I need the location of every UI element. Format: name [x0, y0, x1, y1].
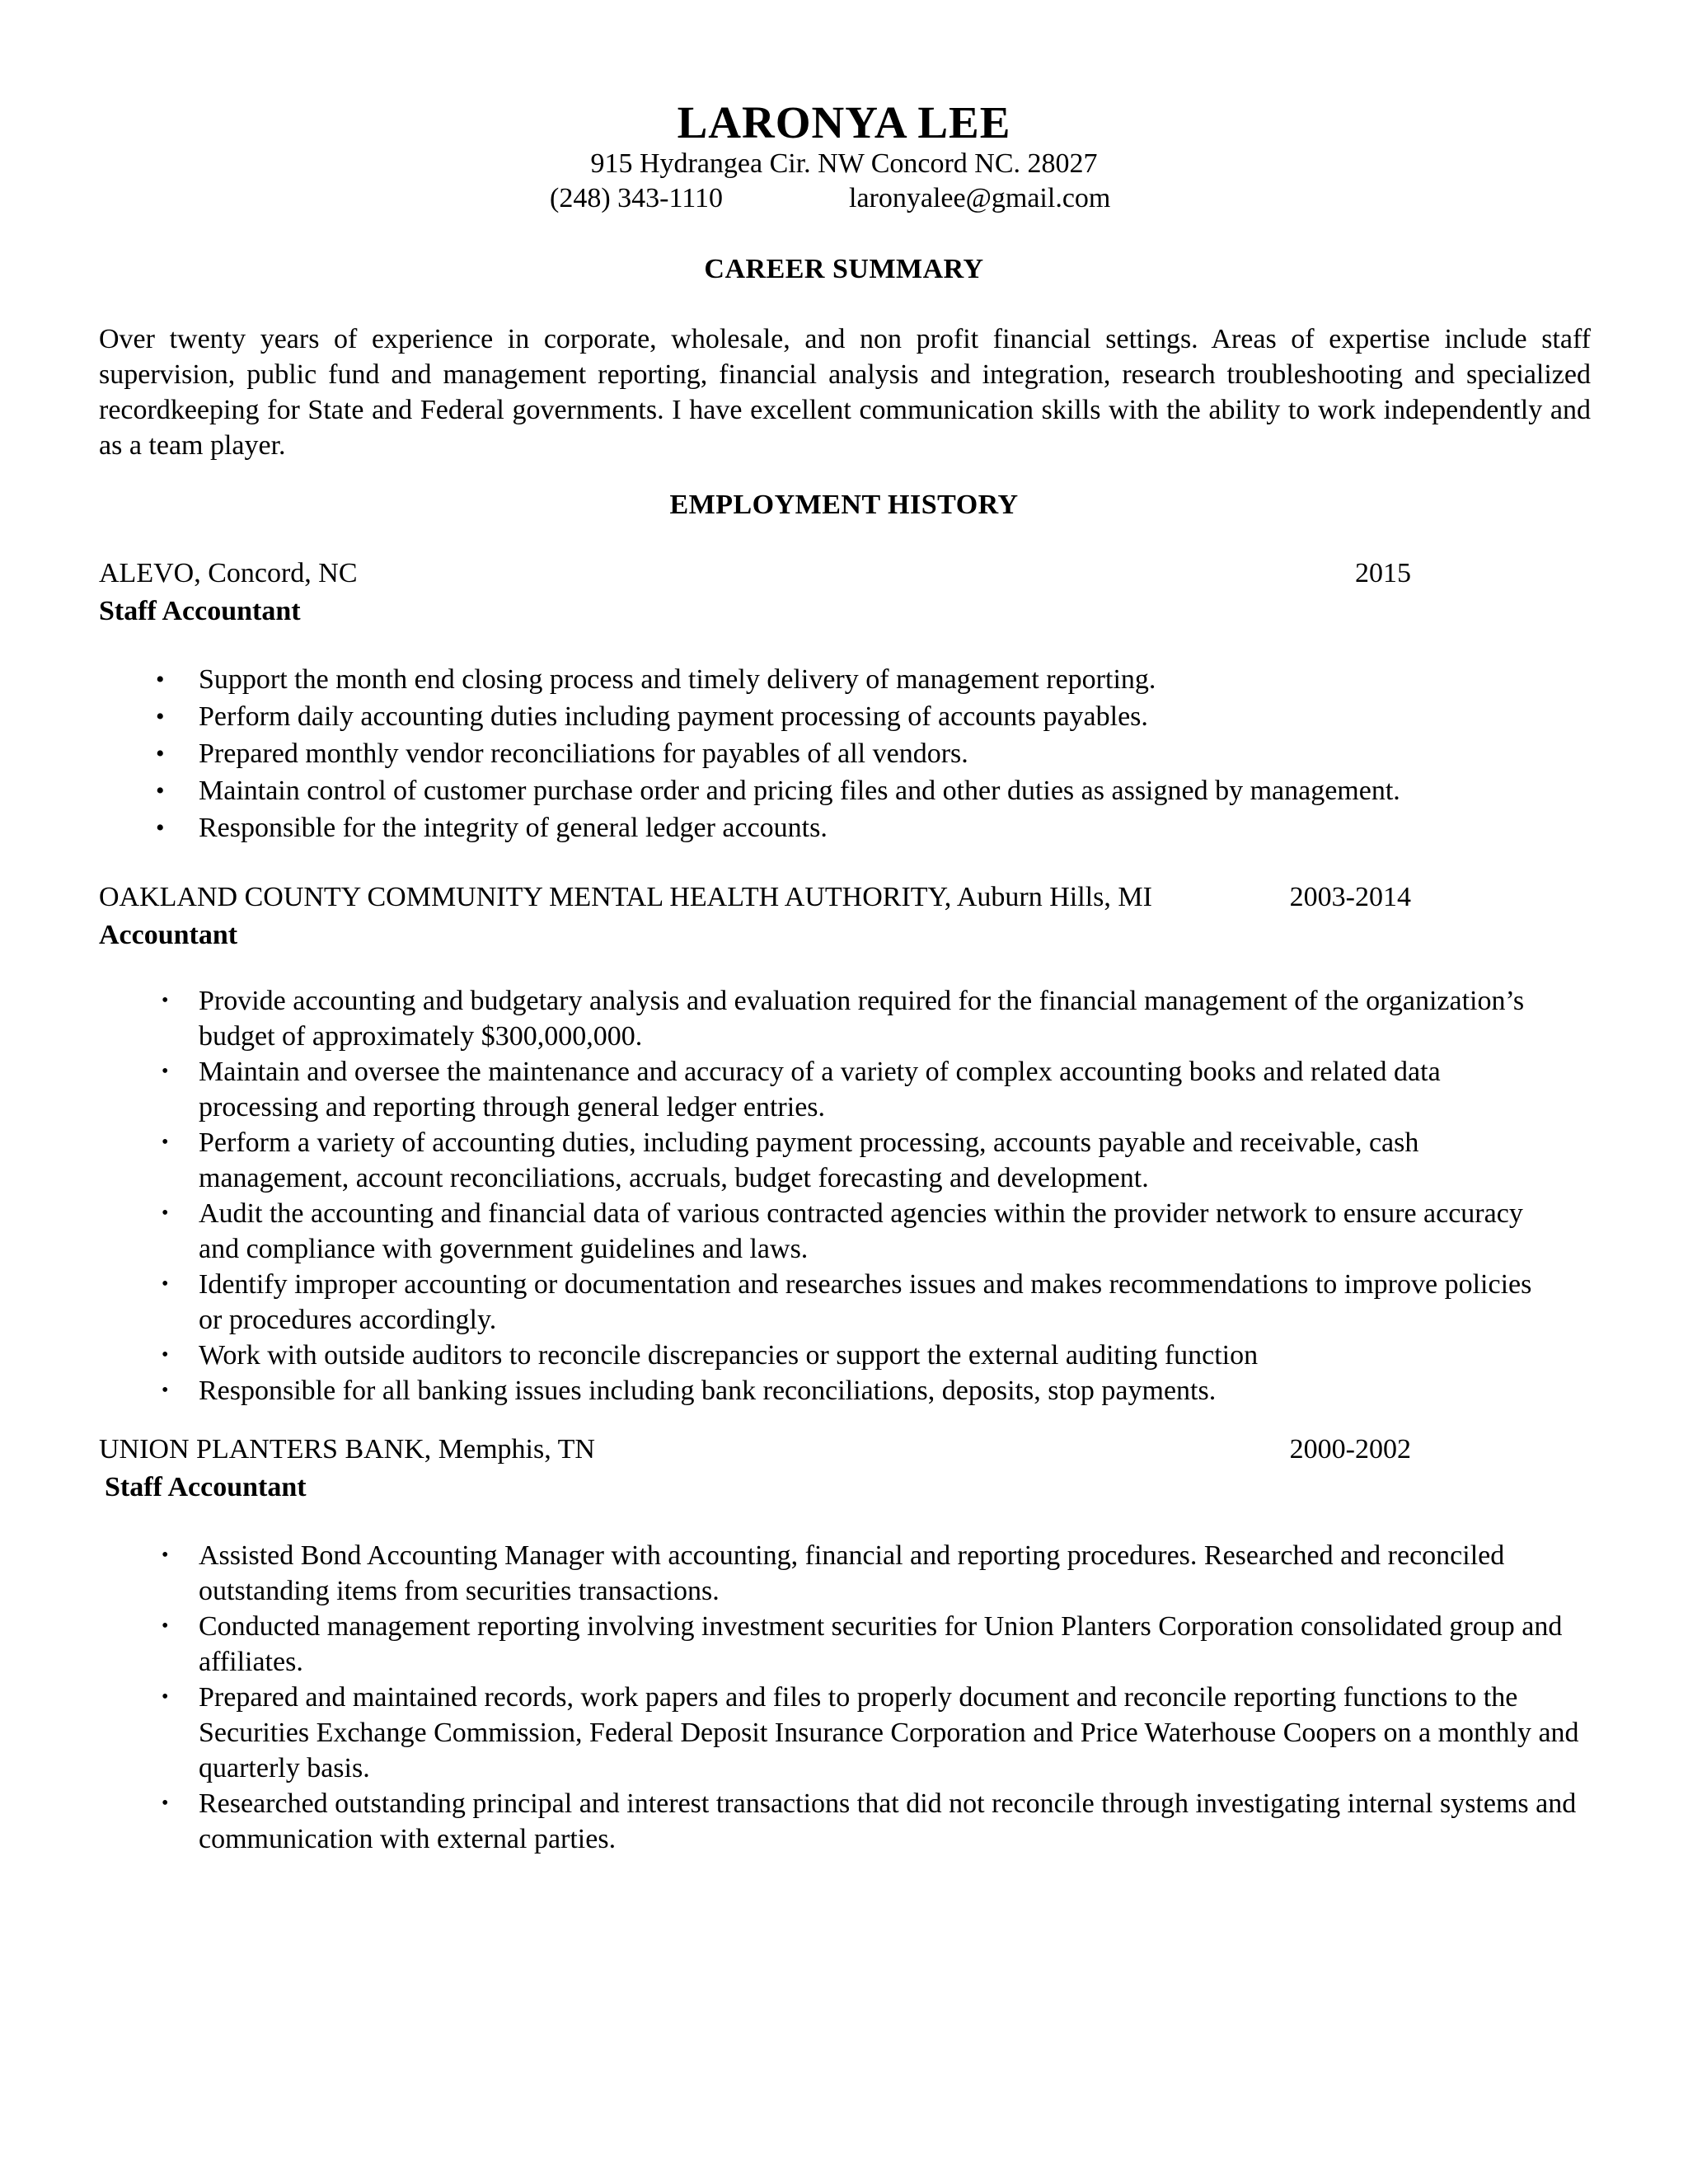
employer-name: UNION PLANTERS BANK, Memphis, TN: [99, 1434, 595, 1465]
bullet-icon: •: [162, 990, 169, 1011]
bullet-icon: •: [156, 703, 165, 730]
list-item: • Maintain and oversee the maintenance and accuracy of a variety of complex accounting books and related data processing and reporting through general ledger entries.: [99, 1054, 1550, 1125]
job-title: Accountant: [99, 920, 238, 950]
bullet-icon: •: [162, 1793, 169, 1814]
job-title: Staff Accountant: [99, 596, 301, 626]
bullet-icon: •: [156, 777, 165, 804]
bullet-icon: •: [156, 666, 165, 693]
address: 915 Hydrangea Cir. NW Concord NC. 28027: [590, 148, 1098, 179]
job-title: Staff Accountant: [105, 1472, 307, 1502]
bullet-icon: •: [162, 1273, 169, 1295]
duty-list-oakland-county: [99, 983, 1550, 1408]
employer-name: ALEVO, Concord, NC: [99, 558, 358, 588]
list-item: • Assisted Bond Accounting Manager with accounting, financial and reporting procedures. Researched and reconciled outstanding items from securities transactions.: [99, 1538, 1582, 1609]
bullet-icon: •: [162, 1380, 169, 1401]
list-item: • Prepared monthly vendor reconciliations for payables of all vendors.: [99, 736, 1607, 771]
employer-name: OAKLAND COUNTY COMMUNITY MENTAL HEALTH AUTHORITY, Auburn Hills, MI: [99, 882, 1152, 912]
list-item: • Responsible for the integrity of general ledger accounts.: [99, 810, 1607, 846]
email-address[interactable]: laronyalee@gmail.com: [849, 183, 1111, 213]
job-entry-oakland-county: [99, 879, 1418, 954]
job-entry-union-planters: [99, 1431, 1418, 1507]
list-item: • Maintain control of customer purchase order and pricing files and other duties as assigned by management.: [99, 773, 1607, 808]
career-summary-heading: CAREER SUMMARY: [704, 254, 984, 284]
bullet-icon: •: [156, 814, 165, 841]
list-item: • Work with outside auditors to reconcile discrepancies or support the external auditing function: [99, 1338, 1550, 1373]
employment-dates: 2003-2014: [1289, 882, 1411, 912]
list-item: • Perform a variety of accounting duties, including payment processing, accounts payable and receivable, cash management, account reconciliations, accruals, budget forecasting and development.: [99, 1125, 1550, 1196]
employment-dates: 2000-2002: [1289, 1434, 1411, 1465]
duty-list-alevo: [99, 662, 1607, 846]
list-item: • Audit the accounting and financial data of various contracted agencies within the provider network to ensure accuracy and compliance with government guidelines and laws.: [99, 1196, 1550, 1267]
list-item: • Perform daily accounting duties including payment processing of accounts payables.: [99, 699, 1607, 734]
list-item: • Support the month end closing process and timely delivery of management reporting.: [99, 662, 1607, 697]
list-item: • Identify improper accounting or documentation and researches issues and makes recommendations to improve policies or procedures accordingly.: [99, 1267, 1550, 1338]
bullet-icon: •: [162, 1344, 169, 1366]
job-entry-alevo: [99, 555, 1418, 630]
employment-history-heading: EMPLOYMENT HISTORY: [669, 490, 1019, 520]
bullet-icon: •: [162, 1686, 169, 1708]
bullet-icon: •: [162, 1132, 169, 1153]
list-item: • Conducted management reporting involving investment securities for Union Planters Corporation consolidated group and affiliates.: [99, 1609, 1582, 1680]
bullet-icon: •: [162, 1544, 169, 1566]
bullet-icon: •: [156, 740, 165, 767]
bullet-icon: •: [162, 1202, 169, 1224]
phone-number: (248) 343-1110: [550, 183, 723, 213]
list-item: • Prepared and maintained records, work papers and files to properly document and reconcile reporting functions to the Securities Exchange Commission, Federal Deposit Insurance Corporation and Price Waterhouse Coopers on a monthly and quarterly basis.: [99, 1680, 1582, 1786]
bullet-icon: •: [162, 1615, 169, 1637]
duty-list-union-planters: [99, 1538, 1582, 1857]
career-summary-text: Over twenty years of experience in corporate, wholesale, and non profit financial settings. Areas of expertise include staff supervision, public fund and management reporting, financial analysis and integration, research troubleshooting and specialized recordkeeping for State and Federal governments. I have excellent communication skills with the ability to work independently and as a team player.: [99, 324, 1591, 461]
employment-dates: 2015: [1355, 558, 1411, 588]
bullet-icon: •: [162, 1061, 169, 1082]
list-item: • Researched outstanding principal and interest transactions that did not reconcile through investigating internal systems and communication with external parties.: [99, 1786, 1582, 1857]
list-item: • Provide accounting and budgetary analysis and evaluation required for the financial management of the organization’s budget of approximately $300,000,000.: [99, 983, 1550, 1054]
resume-name: LARONYA LEE: [677, 97, 1011, 148]
list-item: • Responsible for all banking issues including bank reconciliations, deposits, stop payments.: [99, 1373, 1550, 1408]
